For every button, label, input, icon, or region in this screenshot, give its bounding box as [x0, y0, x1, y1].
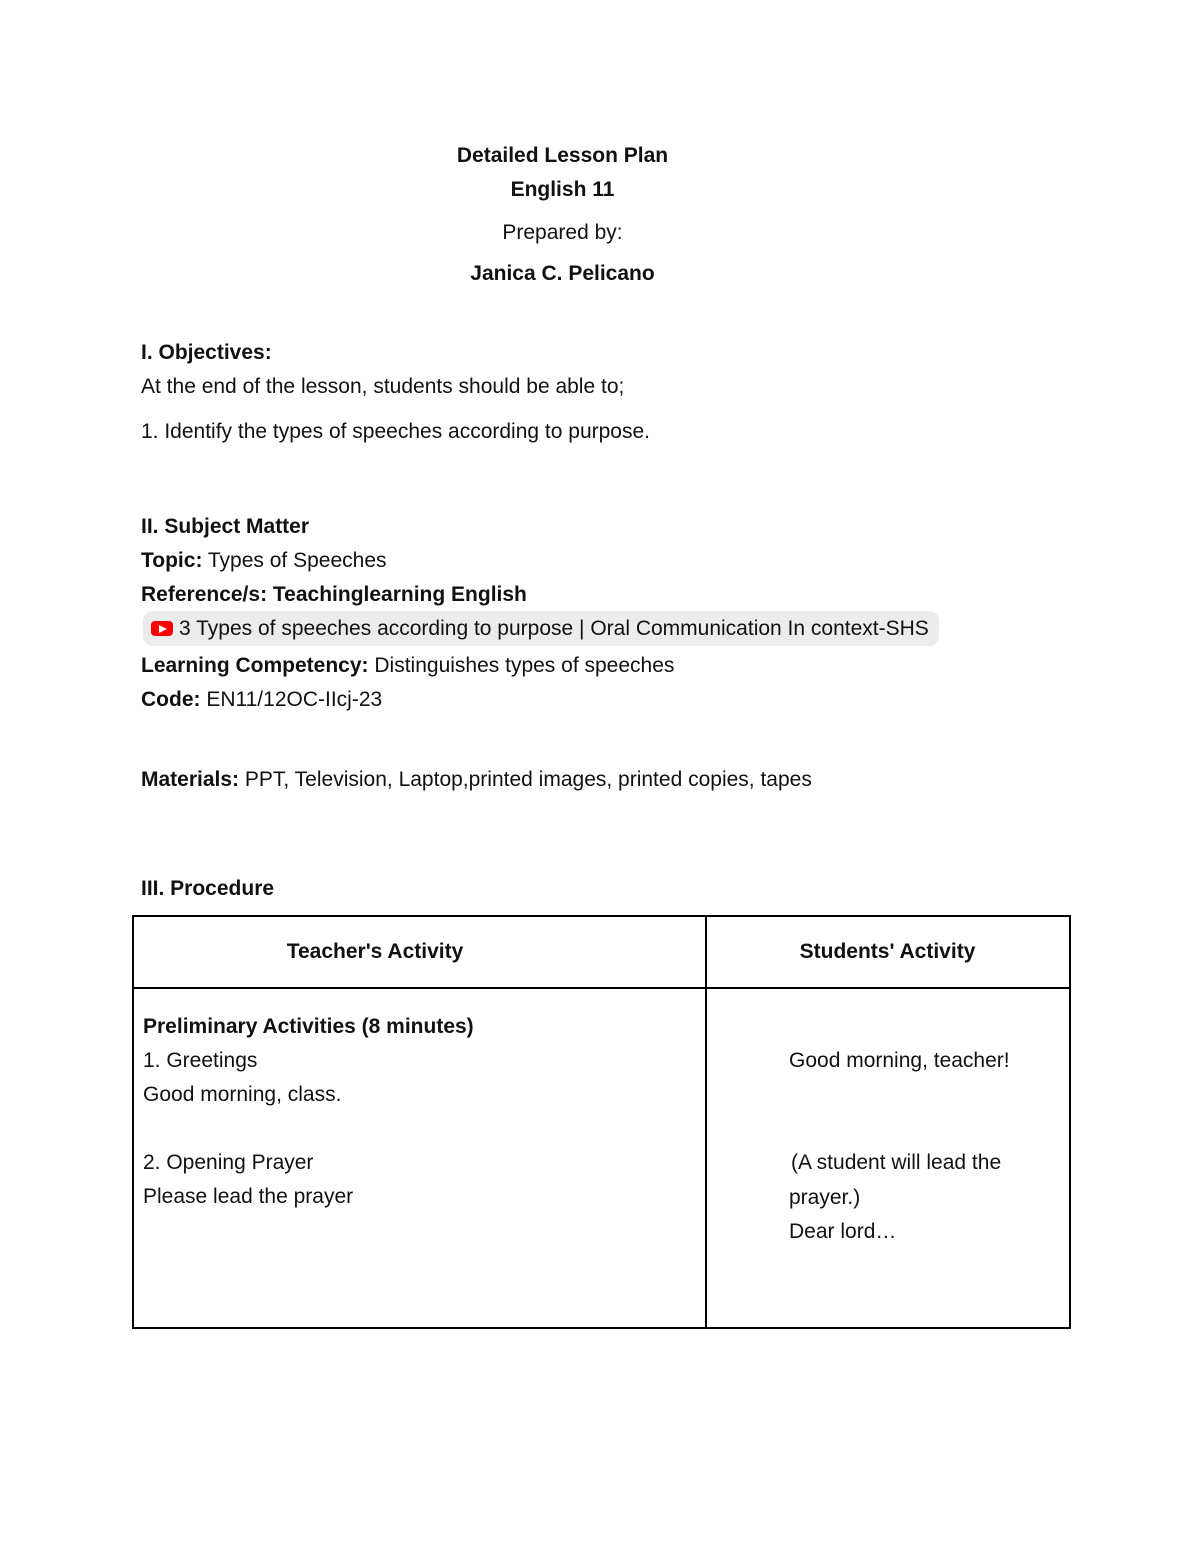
competency-value: Distinguishes types of speeches: [368, 654, 675, 677]
prepared-by-label: Prepared by:: [502, 221, 623, 244]
code-line: [141, 688, 382, 712]
students-activity-cell: [706, 988, 1070, 1328]
competency-line: [141, 654, 674, 678]
subject-title: English 11: [510, 178, 615, 201]
topic-line: [141, 549, 387, 573]
procedure-heading: III. Procedure: [141, 877, 275, 900]
teacher-activity-cell: [133, 988, 706, 1328]
table-header-row: [133, 916, 1070, 988]
subject-matter-heading: II. Subject Matter: [141, 515, 310, 538]
topic-label: Topic:: [141, 549, 203, 572]
topic-value: Types of Speeches: [202, 549, 387, 572]
students-activity-header: Students' Activity: [706, 916, 1070, 988]
competency-label: Learning Competency:: [141, 654, 369, 677]
materials-value: PPT, Television, Laptop,printed images, printed copies, tapes: [239, 768, 812, 791]
greetings-step: 1. Greetings: [143, 1049, 258, 1072]
student-greeting-reply: Good morning, teacher!: [789, 1049, 1010, 1072]
code-label: Code:: [141, 688, 201, 711]
materials-line: [141, 768, 812, 792]
objectives-heading: I. Objectives:: [141, 341, 272, 364]
document-title: Detailed Lesson Plan: [456, 144, 669, 167]
author-name: Janica C. Pelicano: [470, 262, 655, 285]
objectives-intro: At the end of the lesson, students should be able to;: [141, 375, 625, 398]
reference-line: Reference/s: Teachinglearning English: [141, 583, 527, 606]
procedure-table: [132, 915, 1071, 1329]
youtube-link-chip[interactable]: [143, 611, 939, 646]
greetings-text: Good morning, class.: [143, 1083, 342, 1106]
youtube-icon: [151, 621, 173, 636]
student-prayer-line-1: (A student will lead the: [791, 1151, 1002, 1174]
teacher-activity-header: Teacher's Activity: [133, 916, 706, 988]
student-prayer-line-3: Dear lord…: [789, 1220, 897, 1243]
table-row: [133, 988, 1070, 1328]
code-value: EN11/12OC-IIcj-23: [200, 688, 383, 711]
objective-item: 1. Identify the types of speeches according to purpose.: [141, 420, 650, 443]
student-prayer-line-2: prayer.): [789, 1186, 861, 1209]
youtube-link-text[interactable]: 3 Types of speeches according to purpose | Oral Communication In context-SHS: [179, 616, 929, 640]
preliminary-activities-heading: Preliminary Activities (8 minutes): [143, 1015, 474, 1038]
opening-prayer-text: Please lead the prayer: [143, 1185, 354, 1208]
opening-prayer-step: 2. Opening Prayer: [143, 1151, 314, 1174]
materials-label: Materials:: [141, 768, 240, 791]
